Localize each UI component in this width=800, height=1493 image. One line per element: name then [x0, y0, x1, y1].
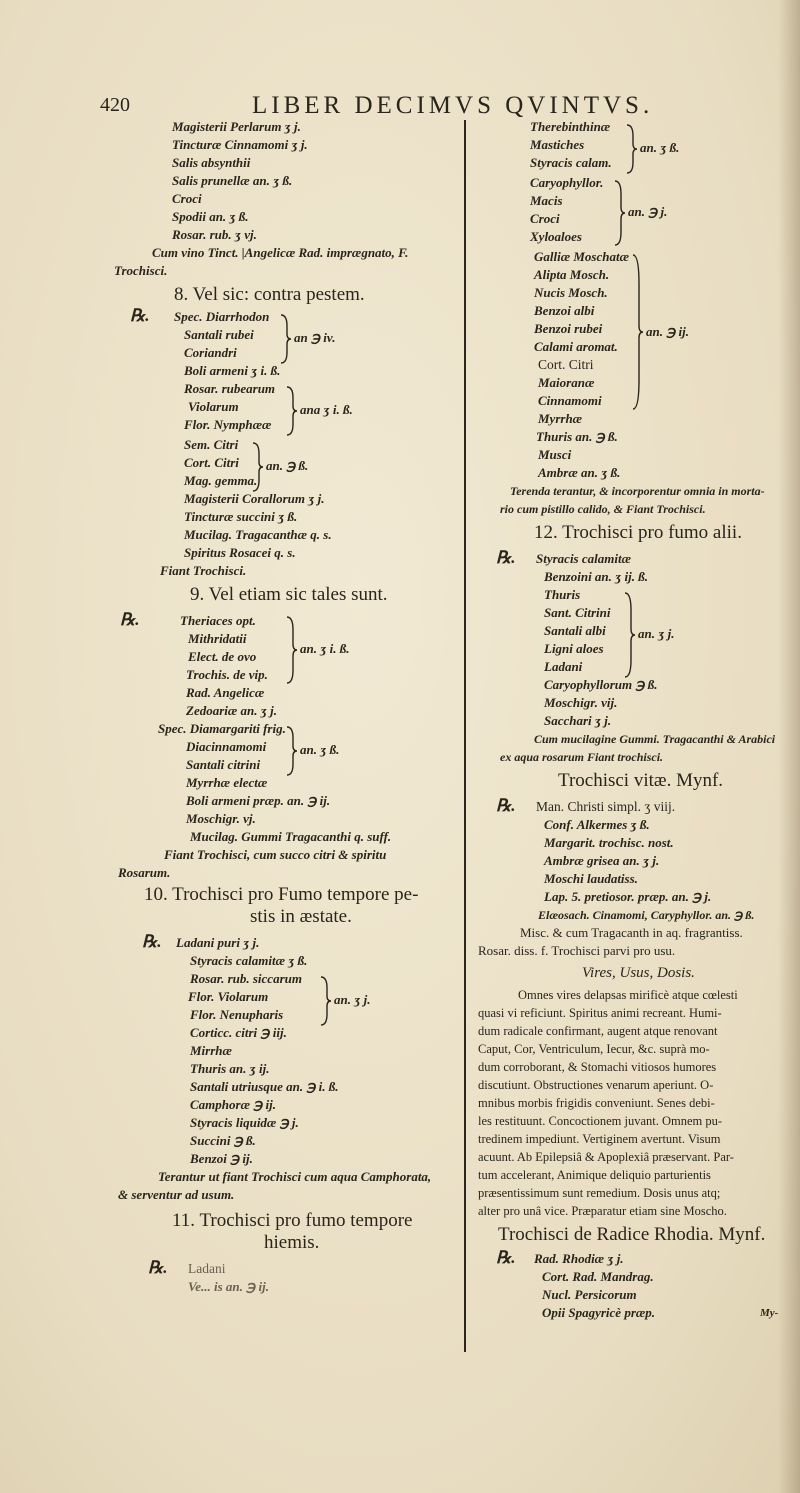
- ingredient: Maioranæ: [538, 375, 595, 390]
- body-text-line: les restituunt. Concoctionem juvant. Omnem pu-: [478, 1114, 723, 1128]
- ingredient: Therebinthinæ: [530, 119, 611, 134]
- body-text-line: tredinem impediunt. Vertiginem avertunt. Visum: [478, 1132, 721, 1146]
- ingredient: Opii Spagyricè præp.: [542, 1305, 656, 1320]
- recipe-symbol: ℞.: [142, 932, 162, 951]
- instruction-line: ex aqua rosarum Fiant trochisci.: [500, 750, 664, 764]
- body-text-line: discutiunt. Obstructiones venarum aperiunt. O-: [478, 1078, 714, 1092]
- section-heading-12: 12. Trochisci pro fumo alii.: [534, 522, 742, 543]
- ingredient: Benzoi ℈ ij.: [190, 1151, 253, 1166]
- ingredient: Croci: [530, 211, 560, 226]
- bracket-group: [318, 976, 332, 1026]
- recipe-symbol: ℞.: [120, 610, 140, 629]
- ingredient: Succini ℈ ß.: [190, 1133, 256, 1148]
- recipe-line: Spodii an. ʒ ß.: [172, 209, 249, 224]
- body-text-line: dum radicale confirmant, augent atque renovant: [478, 1024, 718, 1038]
- ingredient: Ligni aloes: [544, 641, 604, 656]
- dose-amount: an. ʒ i. ß.: [300, 641, 350, 656]
- ingredient: Nucis Mosch.: [534, 285, 608, 300]
- body-text-line: alter pro unâ vice. Præparatur etiam sine Moscho.: [478, 1204, 727, 1218]
- dose-amount: an. ℈ ij.: [646, 324, 690, 339]
- catchword: My-: [760, 1307, 779, 1319]
- ingredient: Benzoi albi: [534, 303, 595, 318]
- dose-amount: an. ℈ j.: [628, 204, 668, 219]
- ingredient: Nucl. Persicorum: [542, 1287, 637, 1302]
- ingredient: Caryophyllorum ℈ ß.: [544, 677, 658, 692]
- instruction-line: Cum vino Tinct. |Angelicæ Rad. imprægnato, F.: [152, 245, 409, 260]
- ingredient: Cort. Citri: [184, 455, 239, 470]
- ingredient: Thuris an. ℈ ß.: [536, 429, 618, 444]
- instruction-line: Fiant Trochisci, cum succo citri & spiritu: [164, 847, 387, 862]
- ingredient: Moschi laudatiss.: [544, 871, 638, 886]
- ingredient: Sem. Citri: [184, 437, 239, 452]
- ingredient: Mucilag. Gummi Tragacanthi q. suff.: [190, 829, 392, 844]
- ingredient: Ladani puri ʒ j.: [176, 935, 260, 950]
- instruction-line: Terantur ut fiant Trochisci cum aqua Camphorata,: [158, 1169, 432, 1184]
- dose-amount: an. ʒ j.: [638, 626, 675, 641]
- dose-amount: an. ℈ ß.: [266, 458, 309, 473]
- ingredient: Rosar. rubearum: [184, 381, 276, 396]
- ingredient: Mastiches: [530, 137, 585, 152]
- ingredient: Macis: [530, 193, 563, 208]
- ingredient: Mag. gemma.: [184, 473, 258, 488]
- ingredient: Corticc. citri ℈ iij.: [190, 1025, 287, 1040]
- dose-amount: an. ʒ ß.: [300, 742, 340, 757]
- body-text-line: Omnes vires delapsas mirificè atque cœlesti: [518, 988, 738, 1002]
- body-text-line: mnibus morbis frigidis conveniunt. Senes debi-: [478, 1096, 715, 1110]
- recipe-symbol: ℞.: [130, 306, 150, 325]
- ingredient: Xyloaloes: [530, 229, 582, 244]
- ingredient: Thuris an. ʒ ij.: [190, 1061, 270, 1076]
- ingredient: Myrrhæ: [538, 411, 583, 426]
- recipe-line: Tincturæ Cinnamomi ʒ j.: [172, 137, 308, 152]
- recipe-line: Salis absynthii: [172, 155, 251, 170]
- ingredient: Cort. Citri: [538, 357, 594, 372]
- bracket-group: [624, 124, 638, 174]
- ingredient: Boli armeni ʒ i. ß.: [184, 363, 281, 378]
- ingredient-faded: Ve... is an. ℈ ij.: [188, 1279, 269, 1294]
- bracket-group: [250, 442, 264, 492]
- recipe-symbol: ℞.: [496, 796, 516, 815]
- ingredient: Santali albi: [544, 623, 606, 638]
- ingredient: Thuris: [544, 587, 581, 602]
- ingredient: Styracis calamitæ: [536, 551, 631, 566]
- ingredient: Sant. Citrini: [544, 605, 611, 620]
- ingredient: Spiritus Rosacei q. s.: [184, 545, 296, 560]
- recipe-symbol: ℞.: [496, 548, 516, 567]
- recipe-line: Salis prunellæ an. ʒ ß.: [172, 173, 293, 188]
- section-heading-11: 11. Trochisci pro fumo tempore: [172, 1210, 413, 1231]
- ingredient: Lap. 5. pretiosor. præp. an. ℈ j.: [544, 889, 712, 904]
- ingredient: Flor. Violarum: [188, 989, 269, 1004]
- ingredient: Coriandri: [184, 345, 237, 360]
- ingredient: Mithridatii: [188, 631, 247, 646]
- ingredient: Moschigr. vj.: [186, 811, 256, 826]
- section-subheading: Vires, Usus, Dosis.: [582, 965, 695, 981]
- ingredient: Alipta Mosch.: [534, 267, 610, 282]
- ingredient-faded: Ladani: [188, 1261, 226, 1276]
- recipe-line: Rosar. rub. ʒ vj.: [172, 227, 257, 242]
- ingredient: Zedoariæ an. ʒ j.: [186, 703, 277, 718]
- ingredient: Styracis liquidæ ℈ j.: [190, 1115, 299, 1130]
- ingredient: Violarum: [188, 399, 239, 414]
- ingredient: Spec. Diamargariti frig.: [158, 721, 286, 736]
- ingredient: Spec. Diarrhodon: [174, 309, 270, 324]
- ingredient: Mirrhæ: [190, 1043, 232, 1058]
- body-text-line: quasi vi reficiunt. Spiritus animi recreant. Humi-: [478, 1006, 722, 1020]
- bracket-group: [622, 592, 636, 678]
- instruction-line: Rosarum.: [118, 865, 171, 880]
- section-heading-10-cont: stis in æstate.: [250, 906, 352, 927]
- ingredient: Trochis. de vip.: [186, 667, 268, 682]
- section-heading-8: 8. Vel sic: contra pestem.: [174, 284, 365, 305]
- ingredient: Moschigr. vij.: [544, 695, 618, 710]
- ingredient: Ambræ grisea an. ʒ j.: [544, 853, 660, 868]
- ingredient: Caryophyllor.: [530, 175, 604, 190]
- ingredient: Calami aromat.: [534, 339, 618, 354]
- instruction-line: Trochisci.: [114, 263, 168, 278]
- instruction-line: Fiant Trochisci.: [160, 563, 247, 578]
- section-heading-10: 10. Trochisci pro Fumo tempore pe-: [144, 884, 419, 905]
- body-text-line: acuunt. Ab Epilepsiâ & Apoplexiâ præservant. Par-: [478, 1150, 734, 1164]
- body-text-line: Caput, Cor, Ventriculum, Iecur, &c. suprà mo-: [478, 1042, 710, 1056]
- section-heading-13: Trochisci vitæ. Mynf.: [558, 770, 724, 791]
- bracket-group: [284, 386, 298, 436]
- column-divider: [464, 120, 466, 1352]
- bracket-group: [284, 616, 298, 684]
- instruction-line: rio cum pistillo calido, & Fiant Trochisci.: [500, 502, 706, 516]
- section-heading-11-cont: hiemis.: [264, 1232, 320, 1253]
- ingredient: Santali citrini: [186, 757, 261, 772]
- ingredient: Elæosach. Cinamomi, Caryphyllor. an. ℈ ß.: [538, 908, 755, 922]
- ingredient: Boli armeni præp. an. ℈ ij.: [186, 793, 331, 808]
- ingredient: Benzoini an. ʒ ij. ß.: [544, 569, 649, 584]
- page-gutter-shadow: [778, 0, 800, 1493]
- instruction-line: & serventur ad usum.: [118, 1187, 235, 1202]
- ingredient: Cort. Rad. Mandrag.: [542, 1269, 654, 1284]
- instruction-line: Rosar. diss. f. Trochisci parvi pro usu.: [478, 943, 676, 958]
- instruction-line: Cum mucilagine Gummi. Tragacanthi & Arabici: [534, 732, 776, 746]
- ingredient: Conf. Alkermes ʒ ß.: [544, 817, 650, 832]
- bracket-group: [278, 314, 292, 364]
- dose-amount: an. ʒ j.: [334, 992, 371, 1007]
- ingredient: Mucilag. Tragacanthæ q. s.: [184, 527, 332, 542]
- section-heading-9: 9. Vel etiam sic tales sunt.: [190, 584, 388, 605]
- ingredient: Margarit. trochisc. nost.: [544, 835, 674, 850]
- ingredient: Theriaces opt.: [180, 613, 256, 628]
- recipe-line: Croci: [172, 191, 202, 206]
- recipe-symbol: ℞.: [148, 1258, 168, 1277]
- ingredient: Ambræ an. ʒ ß.: [538, 465, 621, 480]
- body-text-line: tum accelerant, Animique deliquio parturientis: [478, 1168, 711, 1182]
- body-text-line: dum corroborant, & Stomachi vitiosos humores: [478, 1060, 717, 1074]
- ingredient: Sacchari ʒ j.: [544, 713, 612, 728]
- ingredient: Cinnamomi: [538, 393, 602, 408]
- section-heading-15: Trochisci de Radice Rhodia. Mynf.: [498, 1224, 766, 1245]
- ingredient: Tincturæ succini ʒ ß.: [184, 509, 298, 524]
- ingredient: Flor. Nenupharis: [190, 1007, 284, 1022]
- dose-amount: an ℈ iv.: [294, 330, 336, 345]
- instruction-line: Terenda terantur, & incorporentur omnia in morta-: [510, 484, 765, 498]
- ingredient: Elect. de ovo: [188, 649, 257, 664]
- recipe-symbol: ℞.: [496, 1248, 516, 1267]
- ingredient: Musci: [538, 447, 572, 462]
- ingredient: Flor. Nymphææ: [184, 417, 272, 432]
- ingredient: Galliæ Moschatæ: [534, 249, 629, 264]
- page-number: 420: [100, 94, 130, 116]
- ingredient: Ladani: [544, 659, 583, 674]
- ingredient: Santali rubei: [184, 327, 254, 342]
- ingredient: Magisterii Corallorum ʒ j.: [184, 491, 325, 506]
- body-text-line: præsentissimum sunt remedium. Dosis unus atq;: [478, 1186, 721, 1200]
- ingredient: Camphoræ ℈ ij.: [190, 1097, 277, 1112]
- ingredient: Styracis calamitæ ʒ ß.: [190, 953, 308, 968]
- instruction-line: Misc. & cum Tragacanth in aq. fragrantiss.: [520, 925, 743, 940]
- ingredient: Benzoi rubei: [534, 321, 603, 336]
- ingredient: Diacinnamomi: [186, 739, 267, 754]
- ingredient: Styracis calam.: [530, 155, 612, 170]
- ingredient: Santali utriusque an. ℈ i. ß.: [190, 1079, 339, 1094]
- ingredient: Rad. Rhodiæ ʒ j.: [534, 1251, 624, 1266]
- dose-amount: ana ʒ i. ß.: [300, 402, 353, 417]
- dose-amount: an. ʒ ß.: [640, 140, 680, 155]
- bracket-group: [612, 180, 626, 246]
- ingredient: Man. Christi simpl. ʒ viij.: [536, 799, 676, 814]
- running-title: LIBER DECIMVS QVINTVS.: [252, 92, 654, 119]
- ingredient: Myrrhæ electæ: [186, 775, 268, 790]
- bracket-group: [284, 726, 298, 776]
- recipe-line: Magisterii Perlarum ʒ j.: [172, 119, 301, 134]
- ingredient: Rad. Angelicæ: [186, 685, 265, 700]
- ingredient: Rosar. rub. siccarum: [190, 971, 302, 986]
- bracket-group: [630, 254, 644, 410]
